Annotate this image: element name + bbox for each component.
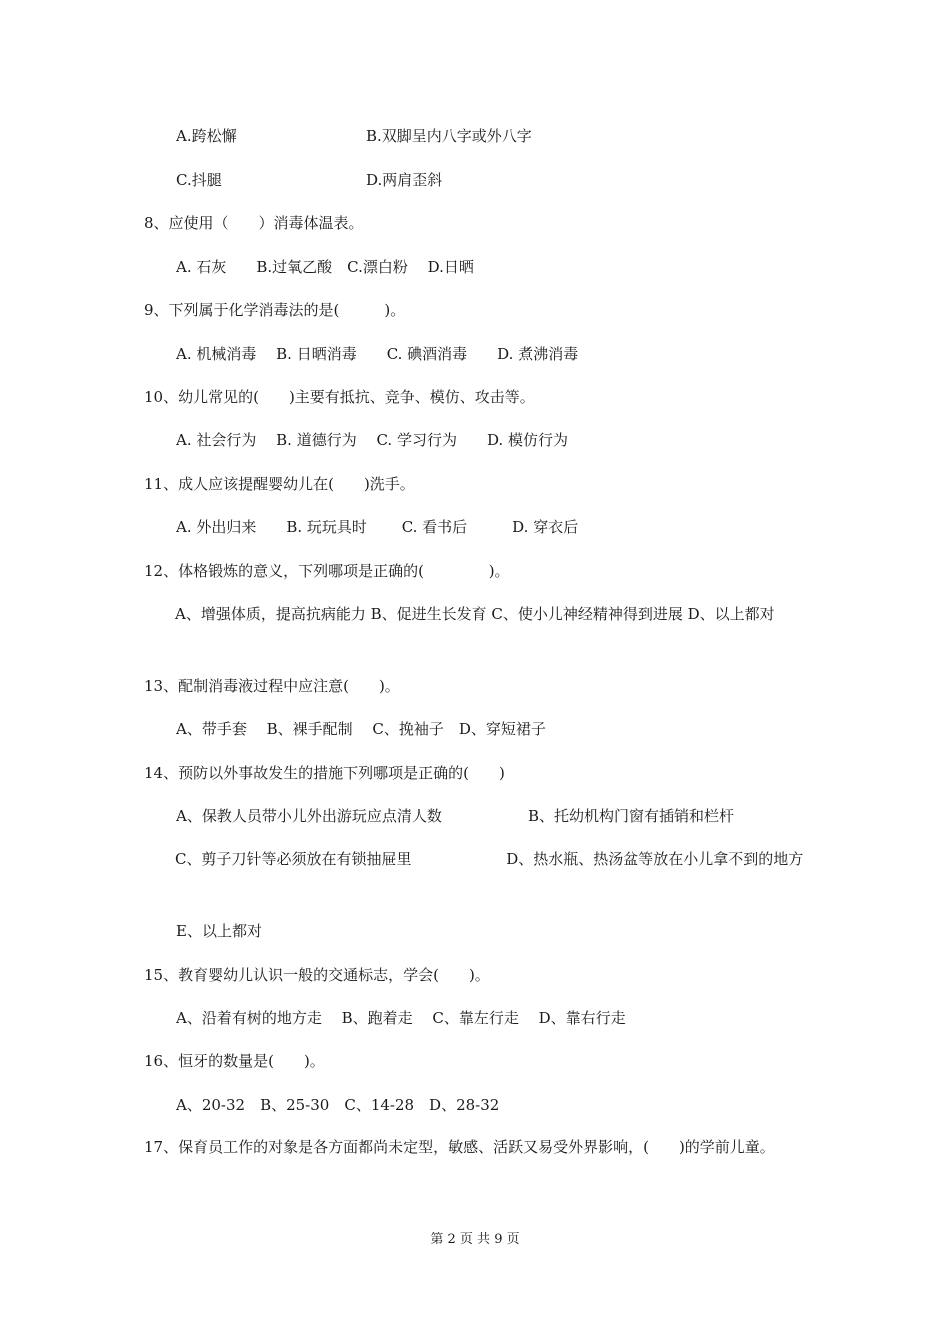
question-11: 11、成人应该提醒婴幼儿在( )洗手。 xyxy=(144,475,415,493)
q7-option-a: A.跨松懈 xyxy=(176,127,237,145)
question-17: 17、保育员工作的对象是各方面都尚未定型，敏感、活跃又易受外界影响，( )的学前儿童。 xyxy=(144,1138,775,1156)
q7-option-d: D.两肩歪斜 xyxy=(366,171,443,189)
question-10-options: A. 社会行为 B. 道德行为 C. 学习行为 D. 模仿行为 xyxy=(176,431,568,449)
q7-option-b: B.双脚呈内八字或外八字 xyxy=(366,127,532,145)
question-14-option-a: A、保教人员带小儿外出游玩应点清人数 xyxy=(176,807,442,825)
question-16: 16、恒牙的数量是( )。 xyxy=(144,1052,325,1070)
question-13: 13、配制消毒液过程中应注意( )。 xyxy=(144,677,400,695)
question-13-options: A、带手套 B、裸手配制 C、挽袖子 D、穿短裙子 xyxy=(176,720,546,738)
question-9: 9、下列属于化学消毒法的是( )。 xyxy=(144,301,406,319)
question-9-options: A. 机械消毒 B. 日晒消毒 C. 碘酒消毒 D. 煮沸消毒 xyxy=(176,345,579,363)
question-11-options: A. 外出归来 B. 玩玩具时 C. 看书后 D. 穿衣后 xyxy=(176,518,579,536)
question-10: 10、幼儿常见的( )主要有抵抗、竞争、模仿、攻击等。 xyxy=(144,388,535,406)
question-8-options: A. 石灰 B.过氧乙酸 C.漂白粉 D.日晒 xyxy=(176,258,474,276)
question-16-options: A、20-32 B、25-30 C、14-28 D、28-32 xyxy=(176,1096,500,1114)
q7-option-c: C.抖腿 xyxy=(176,171,222,189)
question-8: 8、应使用（ ）消毒体温表。 xyxy=(144,214,364,232)
question-15: 15、教育婴幼儿认识一般的交通标志，学会( )。 xyxy=(144,966,490,984)
question-15-options: A、沿着有树的地方走 B、跑着走 C、靠左行走 D、靠右行走 xyxy=(176,1009,626,1027)
question-12: 12、体格锻炼的意义，下列哪项是正确的( )。 xyxy=(144,562,510,580)
question-14: 14、预防以外事故发生的措施下列哪项是正确的( ) xyxy=(144,764,505,782)
page-footer: 第 2 页 共 9 页 xyxy=(430,1232,520,1247)
question-14-options-cd: C、剪子刀针等必须放在有锁抽屉里 D、热水瓶、热汤盆等放在小儿拿不到的地方 xyxy=(175,850,804,868)
question-12-options: A、增强体质，提高抗病能力 B、促进生长发育 C、使小儿神经精神得到进展 D、以上都对 xyxy=(175,605,775,623)
question-14-option-e: E、以上都对 xyxy=(176,922,262,940)
question-14-option-b: B、托幼机构门窗有插销和栏杆 xyxy=(528,807,735,825)
